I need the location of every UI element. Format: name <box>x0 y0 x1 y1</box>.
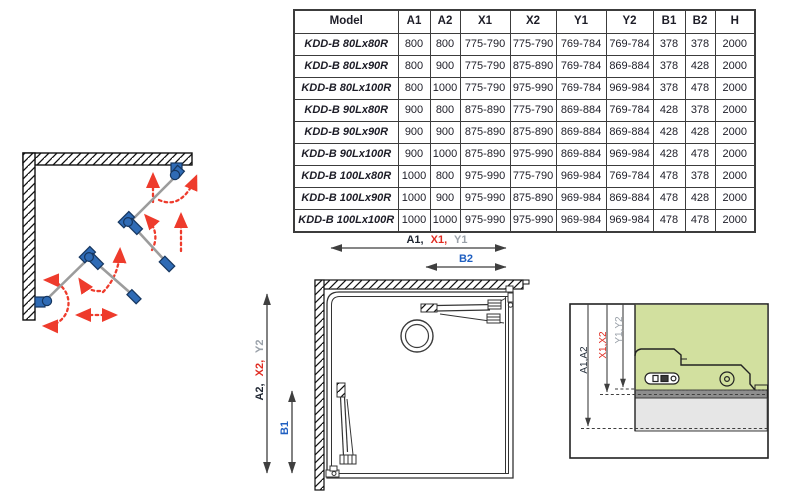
detail-label-x1x2: X1,X2 <box>598 331 609 359</box>
table-header <box>294 10 755 34</box>
plan-top-wall <box>315 280 523 289</box>
value-cell: 869-884 <box>556 100 606 122</box>
dim-label-y2: Y2 <box>254 339 266 353</box>
table-row <box>294 144 755 166</box>
value-cell: 900 <box>430 56 460 78</box>
swing-arc-small <box>80 280 100 291</box>
door-swing-schematic <box>20 150 202 346</box>
dim-label-b2: B2 <box>458 253 474 265</box>
value-cell: 769-784 <box>606 166 653 188</box>
value-cell: 800 <box>398 34 430 56</box>
value-cell: 975-990 <box>460 188 510 210</box>
value-cell: 428 <box>685 122 715 144</box>
left-door-mechanism <box>326 383 356 477</box>
model-cell: KDD-B 80Lx100R <box>294 78 398 100</box>
plan-left-wall <box>315 280 324 490</box>
table-row <box>294 56 755 78</box>
svg-text:A2, X2, Y2 <box>254 339 266 400</box>
value-cell: 2000 <box>715 34 755 56</box>
value-cell: 1000 <box>398 166 430 188</box>
value-cell: 775-790 <box>460 78 510 100</box>
value-cell: 975-990 <box>510 144 556 166</box>
model-cell: KDD-B 80Lx90R <box>294 56 398 78</box>
value-cell: 869-884 <box>556 144 606 166</box>
value-cell: 775-790 <box>460 56 510 78</box>
wall-hinge-top <box>170 163 184 180</box>
value-cell: 478 <box>685 78 715 100</box>
value-cell: 769-784 <box>556 34 606 56</box>
value-cell: 1000 <box>398 210 430 233</box>
value-cell: 800 <box>398 56 430 78</box>
value-cell: 428 <box>685 56 715 78</box>
model-cell: KDD-B 90Lx90R <box>294 122 398 144</box>
value-cell: 869-884 <box>606 122 653 144</box>
dim-label-x1: X1, <box>430 234 448 246</box>
glass-panel-line <box>44 258 89 302</box>
value-cell: 869-884 <box>556 122 606 144</box>
col-header-b2: B2 <box>685 10 715 34</box>
value-cell: 875-890 <box>460 144 510 166</box>
value-cell: 2000 <box>715 210 755 233</box>
model-cell: KDD-B 90Lx80R <box>294 100 398 122</box>
bottom-hinge-bracket <box>326 466 339 477</box>
detail-label-a1a2: A1,A2 <box>579 346 590 374</box>
value-cell: 2000 <box>715 78 755 100</box>
value-cell: 378 <box>653 34 685 56</box>
table-row <box>294 210 755 233</box>
value-cell: 969-984 <box>606 144 653 166</box>
value-cell: 2000 <box>715 166 755 188</box>
value-cell: 428 <box>653 100 685 122</box>
value-cell: 478 <box>685 144 715 166</box>
corner-walls <box>23 153 192 320</box>
value-cell: 769-784 <box>606 100 653 122</box>
value-cell: 775-790 <box>510 34 556 56</box>
wall-slab <box>635 398 767 431</box>
value-cell: 775-790 <box>460 34 510 56</box>
value-cell: 2000 <box>715 56 755 78</box>
dim-label-x2: X2, <box>254 359 266 377</box>
value-cell: 875-890 <box>460 100 510 122</box>
value-cell: 378 <box>653 56 685 78</box>
value-cell: 769-784 <box>556 56 606 78</box>
value-cell: 775-790 <box>510 166 556 188</box>
value-cell: 869-884 <box>606 56 653 78</box>
value-cell: 800 <box>430 34 460 56</box>
door-guide-block <box>340 455 356 464</box>
value-cell: 900 <box>398 144 430 166</box>
value-cell: 1000 <box>430 78 460 100</box>
dimension-a1x1y1 <box>331 234 506 248</box>
model-cell: KDD-B 90Lx100R <box>294 144 398 166</box>
top-wall <box>23 153 192 165</box>
value-cell: 869-884 <box>606 188 653 210</box>
col-header-b1: B1 <box>653 10 685 34</box>
dimensions-table <box>293 9 756 233</box>
value-cell: 969-984 <box>606 210 653 233</box>
dimension-b2 <box>426 253 506 267</box>
value-cell: 900 <box>398 122 430 144</box>
model-cell: KDD-B 100Lx90R <box>294 188 398 210</box>
table-row <box>294 78 755 100</box>
model-cell: KDD-B 80Lx80R <box>294 34 398 56</box>
value-cell: 975-990 <box>510 210 556 233</box>
value-cell: 478 <box>653 188 685 210</box>
value-cell: 1000 <box>398 188 430 210</box>
model-cell: KDD-B 100Lx80R <box>294 166 398 188</box>
value-cell: 875-890 <box>510 122 556 144</box>
table-row <box>294 34 755 56</box>
value-cell: 2000 <box>715 100 755 122</box>
value-cell: 875-890 <box>510 56 556 78</box>
value-cell: 378 <box>685 100 715 122</box>
value-cell: 1000 <box>430 210 460 233</box>
door-end-cap-2 <box>127 290 141 304</box>
left-wall <box>23 153 35 320</box>
model-cell: KDD-B 100Lx100R <box>294 210 398 233</box>
value-cell: 975-990 <box>460 210 510 233</box>
plan-view-drawing <box>250 232 542 496</box>
door-guide-block <box>487 300 501 323</box>
value-cell: 769-784 <box>606 34 653 56</box>
profile-base-strip <box>635 390 767 398</box>
elbow-hinge-2 <box>79 247 103 270</box>
svg-text:A1, X1, Y1 <box>406 234 467 246</box>
handle-slot <box>645 373 679 384</box>
value-cell: 378 <box>685 166 715 188</box>
col-header-a1: A1 <box>398 10 430 34</box>
value-cell: 428 <box>653 144 685 166</box>
value-cell: 969-984 <box>606 78 653 100</box>
col-header-model: Model <box>294 10 398 34</box>
value-cell: 428 <box>653 122 685 144</box>
dim-label-a2: A2, <box>254 383 266 401</box>
value-cell: 875-890 <box>510 188 556 210</box>
wall-hinge-bottom <box>35 296 52 307</box>
door-hinges <box>35 163 184 307</box>
col-header-x2: X2 <box>510 10 556 34</box>
value-cell: 378 <box>685 34 715 56</box>
value-cell: 900 <box>430 188 460 210</box>
value-cell: 969-984 <box>556 166 606 188</box>
dim-label-y1: Y1 <box>454 234 468 246</box>
col-header-a2: A2 <box>430 10 460 34</box>
detail-label-y1y2: Y1,Y2 <box>614 316 625 344</box>
dimension-a2x2y2 <box>254 294 267 473</box>
dim-label-a1: A1, <box>406 234 424 246</box>
value-cell: 975-990 <box>510 78 556 100</box>
value-cell: 428 <box>685 188 715 210</box>
value-cell: 478 <box>653 210 685 233</box>
value-cell: 800 <box>398 78 430 100</box>
value-cell: 478 <box>653 166 685 188</box>
value-cell: 478 <box>685 210 715 233</box>
value-cell: 875-890 <box>460 122 510 144</box>
profile-detail-drawing <box>565 295 800 470</box>
value-cell: 1000 <box>430 144 460 166</box>
value-cell: 800 <box>430 166 460 188</box>
value-cell: 800 <box>430 100 460 122</box>
col-header-x1: X1 <box>460 10 510 34</box>
swing-arrows <box>45 175 196 326</box>
plan-wall-lip <box>523 280 529 284</box>
value-cell: 2000 <box>715 144 755 166</box>
value-cell: 2000 <box>715 122 755 144</box>
value-cell: 775-790 <box>510 100 556 122</box>
value-cell: 969-984 <box>556 188 606 210</box>
col-header-h: H <box>715 10 755 34</box>
value-cell: 2000 <box>715 188 755 210</box>
value-cell: 769-784 <box>556 78 606 100</box>
value-cell: 969-984 <box>556 210 606 233</box>
dimension-b1 <box>279 391 292 473</box>
table-row <box>294 188 755 210</box>
value-cell: 900 <box>398 100 430 122</box>
table-row <box>294 166 755 188</box>
value-cell: 378 <box>653 78 685 100</box>
swing-arc-top <box>159 177 196 202</box>
col-header-y2: Y2 <box>606 10 653 34</box>
value-cell: 900 <box>430 122 460 144</box>
value-cell: 975-990 <box>460 166 510 188</box>
table-row <box>294 100 755 122</box>
drain <box>401 320 433 352</box>
table-row <box>294 122 755 144</box>
col-header-y1: Y1 <box>556 10 606 34</box>
dim-label-b1: B1 <box>279 420 291 436</box>
